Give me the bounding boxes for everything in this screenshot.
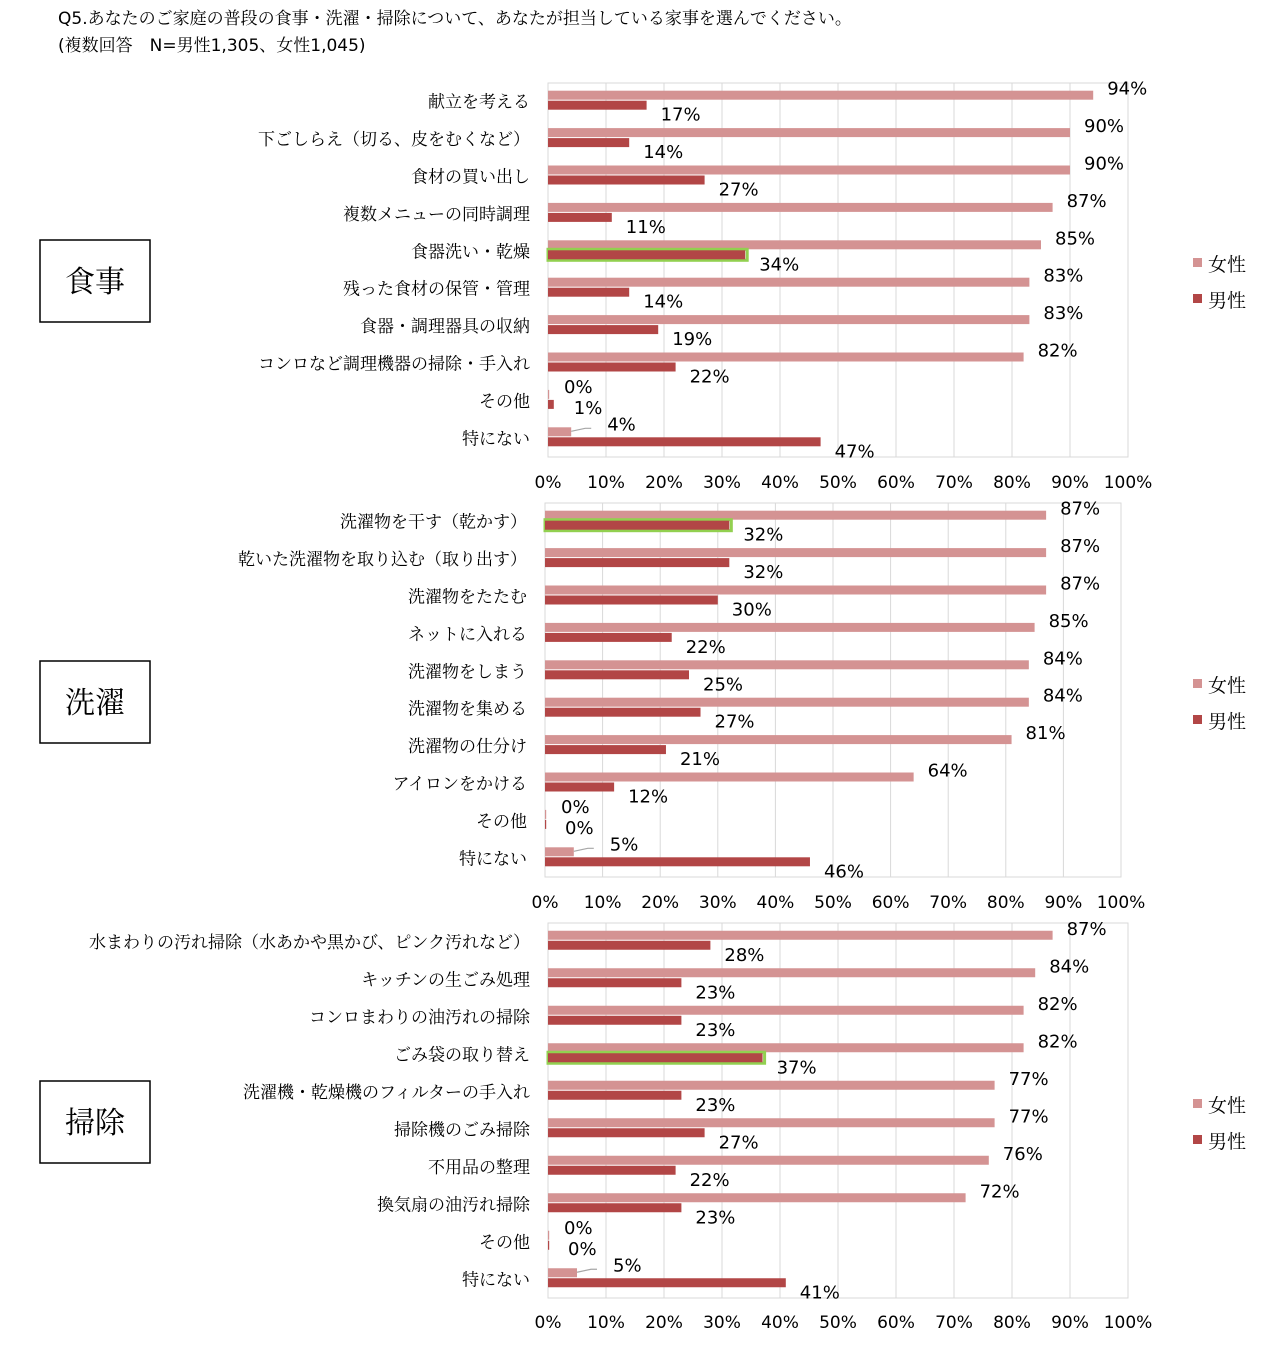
x-tick-label: 10% <box>583 893 622 913</box>
value-label-male: 23% <box>695 1019 736 1041</box>
legend-male-label: 男性 <box>1208 1131 1247 1153</box>
category-label: 特にない <box>462 429 530 450</box>
bar-male <box>548 288 629 297</box>
value-label-male: 0% <box>565 817 594 839</box>
value-label-female: 84% <box>1042 685 1083 707</box>
bar-female <box>548 390 549 399</box>
section-title: 洗濯 <box>65 686 125 721</box>
bar-male <box>545 820 546 829</box>
x-tick-label: 40% <box>761 1313 799 1333</box>
value-label-male: 22% <box>689 1169 730 1191</box>
x-tick-label: 60% <box>877 473 915 493</box>
bar-male <box>548 1128 705 1137</box>
bar-male <box>545 670 689 679</box>
legend-female-swatch <box>1193 1099 1202 1108</box>
value-label-male: 30% <box>731 599 772 621</box>
value-label-female: 94% <box>1107 78 1148 100</box>
bar-male <box>548 176 705 185</box>
legend-male-label: 男性 <box>1208 711 1247 733</box>
bar-female <box>548 1156 989 1165</box>
bar-female <box>548 203 1053 212</box>
bar-male <box>548 1166 676 1175</box>
bar-female <box>548 968 1035 977</box>
value-label-male: 23% <box>695 1094 736 1116</box>
value-label-female: 82% <box>1037 340 1078 362</box>
value-label-male: 21% <box>679 749 720 771</box>
value-label-female: 64% <box>927 760 968 782</box>
bar-male <box>548 941 710 950</box>
x-tick-label: 90% <box>1044 893 1083 913</box>
x-tick-label: 40% <box>761 473 799 493</box>
category-label: 水まわりの汚れ掃除（水あかや黒かび、ピンク汚れなど） <box>89 932 530 953</box>
bar-female <box>548 315 1029 324</box>
value-label-male: 27% <box>718 179 759 201</box>
bar-male <box>548 101 647 110</box>
question-title: Q5.あなたのご家庭の普段の食事・洗濯・掃除について、あなたが担当している家事を選んでください。 <box>58 9 852 29</box>
x-tick-label: 20% <box>645 1313 683 1333</box>
bar-female <box>548 1193 966 1202</box>
legend-female-swatch <box>1193 258 1202 267</box>
bar-female <box>548 1118 995 1127</box>
x-tick-label: 100% <box>1103 473 1153 493</box>
value-label-male: 34% <box>759 254 800 276</box>
bar-male <box>548 363 676 372</box>
value-label-female: 77% <box>1008 1068 1049 1090</box>
value-label-male: 0% <box>568 1238 597 1260</box>
value-label-female: 85% <box>1048 610 1089 632</box>
x-tick-label: 100% <box>1096 893 1146 913</box>
category-label: 洗濯物の仕分け <box>408 737 527 758</box>
value-label-male: 27% <box>714 711 755 733</box>
value-label-female: 5% <box>609 834 639 856</box>
value-label-female: 5% <box>613 1255 642 1277</box>
value-label-male: 22% <box>685 636 726 658</box>
category-label: 不用品の整理 <box>428 1157 530 1178</box>
bar-female <box>548 278 1029 287</box>
bar-male <box>548 213 612 222</box>
value-label-female: 83% <box>1043 265 1084 287</box>
legend-male-swatch <box>1193 1135 1202 1144</box>
category-label: その他 <box>479 1232 530 1253</box>
x-tick-label: 70% <box>929 893 968 913</box>
value-label-male: 23% <box>695 1207 736 1229</box>
bar-male <box>548 437 821 446</box>
category-label: 特にない <box>462 1270 530 1291</box>
bar-female <box>548 931 1053 940</box>
bar-male <box>545 521 729 530</box>
bar-male <box>548 1241 549 1250</box>
value-label-male: 11% <box>625 216 666 238</box>
value-label-female: 84% <box>1042 648 1083 670</box>
category-label: 残った食材の保管・管理 <box>343 279 530 300</box>
legend-male-label: 男性 <box>1208 290 1247 312</box>
category-label: 洗濯物を集める <box>408 699 527 720</box>
bar-male <box>548 978 681 987</box>
bar-female <box>545 847 574 856</box>
bar-male <box>548 325 658 334</box>
bar-male <box>548 250 745 259</box>
bar-female <box>548 353 1024 362</box>
category-label: 下ごしらえ（切る、皮をむくなど） <box>258 130 530 151</box>
label-leader-line <box>571 428 591 431</box>
value-label-male: 41% <box>799 1282 840 1304</box>
value-label-female: 81% <box>1025 723 1066 745</box>
bar-male <box>548 138 629 147</box>
value-label-female: 87% <box>1060 573 1101 595</box>
category-label: コンロなど調理機器の掃除・手入れ <box>258 354 530 375</box>
x-tick-label: 0% <box>534 473 562 493</box>
value-label-female: 87% <box>1060 536 1101 558</box>
category-label: コンロまわりの油汚れの掃除 <box>309 1007 530 1028</box>
x-tick-label: 80% <box>993 473 1031 493</box>
x-tick-label: 40% <box>756 893 795 913</box>
value-label-female: 87% <box>1066 190 1107 212</box>
bar-female <box>545 586 1046 595</box>
bar-male <box>548 1091 681 1100</box>
category-label: 掃除機のごみ掃除 <box>394 1120 530 1141</box>
section-title: 食事 <box>65 265 125 300</box>
x-tick-label: 80% <box>993 1313 1031 1333</box>
value-label-male: 14% <box>643 142 684 164</box>
x-tick-label: 50% <box>814 893 852 913</box>
bar-male <box>545 745 666 754</box>
value-label-male: 22% <box>689 366 730 388</box>
bar-female <box>545 735 1012 744</box>
x-tick-label: 30% <box>703 473 741 493</box>
x-tick-label: 30% <box>698 893 737 913</box>
value-label-female: 0% <box>564 1217 593 1239</box>
value-label-male: 17% <box>660 104 701 126</box>
bar-male <box>545 708 701 717</box>
value-label-female: 0% <box>564 376 593 398</box>
x-tick-label: 90% <box>1051 1313 1089 1333</box>
bar-female <box>545 810 546 819</box>
x-tick-label: 0% <box>534 1313 562 1333</box>
category-label: アイロンをかける <box>392 774 527 795</box>
bar-female <box>548 166 1070 175</box>
value-label-male: 1% <box>573 397 603 419</box>
bar-male <box>548 1278 786 1287</box>
bar-male <box>548 1016 681 1025</box>
category-label: その他 <box>476 811 527 832</box>
x-tick-label: 70% <box>935 473 973 493</box>
value-label-female: 0% <box>561 796 590 818</box>
value-label-male: 14% <box>643 291 684 313</box>
value-label-male: 32% <box>743 562 784 584</box>
bar-male <box>545 633 672 642</box>
bar-male <box>545 857 810 866</box>
bar-female <box>545 698 1029 707</box>
bar-female <box>545 548 1046 557</box>
legend-male-swatch <box>1193 294 1202 303</box>
bar-female <box>548 128 1070 137</box>
bar-female <box>548 1231 549 1240</box>
x-tick-label: 100% <box>1103 1313 1153 1333</box>
label-leader-line <box>574 848 594 851</box>
value-label-male: 28% <box>724 944 765 966</box>
value-label-male: 25% <box>703 674 744 696</box>
value-label-male: 23% <box>695 982 736 1004</box>
category-label: ごみ袋の取り替え <box>394 1045 530 1066</box>
value-label-male: 12% <box>628 786 669 808</box>
category-label: その他 <box>479 391 530 412</box>
value-label-female: 90% <box>1084 153 1125 175</box>
category-label: ネットに入れる <box>408 624 527 645</box>
value-label-female: 84% <box>1049 956 1090 978</box>
x-tick-label: 20% <box>641 893 680 913</box>
legend-female-label: 女性 <box>1208 675 1247 697</box>
x-tick-label: 10% <box>587 473 625 493</box>
x-tick-label: 70% <box>935 1313 973 1333</box>
value-label-female: 76% <box>1002 1143 1043 1165</box>
value-label-female: 82% <box>1037 993 1078 1015</box>
x-tick-label: 60% <box>877 1313 915 1333</box>
value-label-female: 83% <box>1043 303 1084 325</box>
category-label: 食器洗い・乾燥 <box>411 242 530 263</box>
x-tick-label: 30% <box>703 1313 741 1333</box>
value-label-female: 4% <box>607 414 636 436</box>
bar-male <box>548 1203 681 1212</box>
bar-female <box>548 1268 577 1277</box>
bar-male <box>548 1053 763 1062</box>
legend-female-label: 女性 <box>1208 1095 1247 1117</box>
bar-female <box>548 1006 1024 1015</box>
category-label: 洗濯物を干す（乾かす） <box>340 512 527 533</box>
section-title: 掃除 <box>65 1106 125 1141</box>
value-label-male: 19% <box>672 329 713 351</box>
value-label-male: 46% <box>823 861 864 883</box>
category-label: 洗濯物をたたむ <box>408 587 527 608</box>
value-label-male: 27% <box>718 1132 759 1154</box>
bar-female <box>548 91 1093 100</box>
bar-male <box>545 596 718 605</box>
bar-male <box>545 783 614 792</box>
legend-female-label: 女性 <box>1208 254 1247 276</box>
value-label-female: 87% <box>1066 918 1107 940</box>
x-tick-label: 80% <box>986 893 1025 913</box>
value-label-female: 72% <box>979 1181 1020 1203</box>
value-label-female: 77% <box>1008 1106 1049 1128</box>
value-label-female: 85% <box>1055 228 1096 250</box>
category-label: 洗濯物をしまう <box>408 662 527 683</box>
category-label: 食器・調理器具の収納 <box>360 317 530 338</box>
category-label: 洗濯機・乾燥機のフィルターの手入れ <box>243 1082 530 1103</box>
value-label-male: 47% <box>834 441 875 463</box>
category-label: キッチンの生ごみ処理 <box>361 970 530 991</box>
x-tick-label: 50% <box>819 473 857 493</box>
x-tick-label: 0% <box>531 893 559 913</box>
category-label: 特にない <box>459 849 527 870</box>
legend-female-swatch <box>1193 679 1202 688</box>
legend-male-swatch <box>1193 715 1202 724</box>
x-tick-label: 60% <box>871 893 910 913</box>
category-label: 食材の買い出し <box>411 167 530 188</box>
value-label-female: 87% <box>1060 498 1101 520</box>
label-leader-line <box>577 1269 597 1272</box>
category-label: 乾いた洗濯物を取り込む（取り出す） <box>238 550 527 571</box>
bar-female <box>545 660 1029 669</box>
x-tick-label: 90% <box>1051 473 1089 493</box>
x-tick-label: 20% <box>645 473 683 493</box>
question-note: (複数回答 N=男性1,305、女性1,045) <box>58 36 366 56</box>
bar-male <box>548 400 554 409</box>
x-tick-label: 10% <box>587 1313 625 1333</box>
value-label-male: 37% <box>776 1057 817 1079</box>
bar-female <box>545 623 1035 632</box>
x-tick-label: 50% <box>819 1313 857 1333</box>
bar-female <box>548 427 571 436</box>
bar-female <box>548 1081 995 1090</box>
bar-male <box>545 558 729 567</box>
category-label: 換気扇の油汚れ掃除 <box>377 1195 530 1216</box>
value-label-female: 82% <box>1037 1031 1078 1053</box>
category-label: 複数メニューの同時調理 <box>343 204 530 225</box>
category-label: 献立を考える <box>428 92 530 113</box>
value-label-female: 90% <box>1084 116 1125 138</box>
value-label-male: 32% <box>743 524 784 546</box>
bar-female <box>545 773 914 782</box>
